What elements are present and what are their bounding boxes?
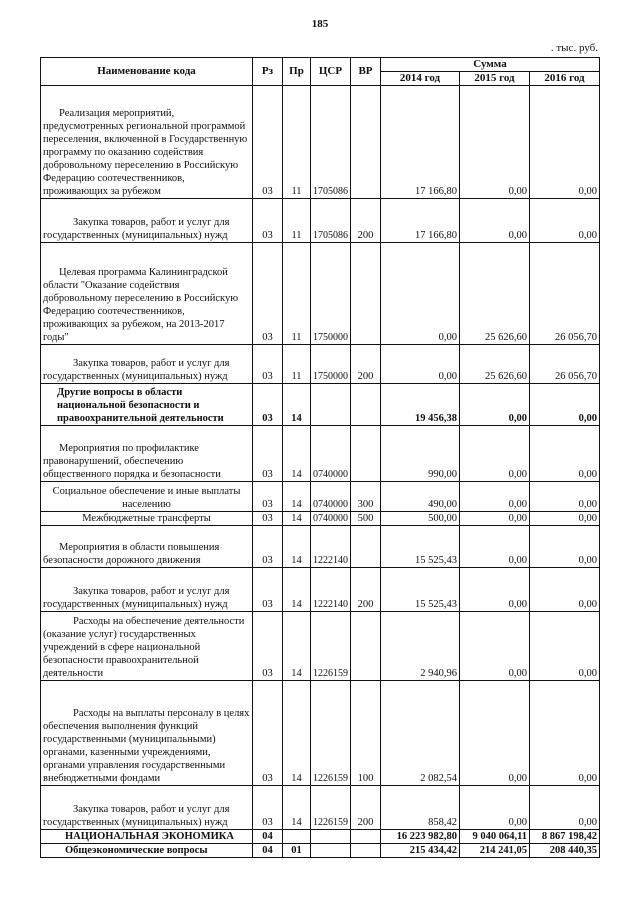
row-rz: 03 [253,612,283,681]
row-2014: 15 525,43 [381,526,460,568]
row-pr: 11 [283,345,311,384]
row-pr: 14 [283,568,311,612]
header-2014: 2014 год [381,72,460,86]
row-rz: 03 [253,526,283,568]
row-csr [311,830,351,844]
row-csr [311,384,351,426]
row-2016: 0,00 [530,512,600,526]
row-name: Мероприятия в области повышения безопасности дорожного движения [41,526,253,568]
row-pr [283,830,311,844]
row-vr [351,243,381,345]
row-name: НАЦИОНАЛЬНАЯ ЭКОНОМИКА [41,830,253,844]
row-name: Мероприятия по профилактике правонарушений, обеспечению общественного порядка и безопасности [41,426,253,482]
row-vr [351,526,381,568]
table-row [41,243,600,345]
table-row [41,86,600,199]
row-rz: 04 [253,830,283,844]
row-name: Закупка товаров, работ и услуг для государственных (муниципальных) нужд [41,199,253,243]
row-rz: 03 [253,345,283,384]
row-2016: 26 056,70 [530,243,600,345]
row-csr: 1705086 [311,86,351,199]
row-csr: 1226159 [311,786,351,830]
table-row [41,612,600,681]
row-2014: 490,00 [381,482,460,512]
header-pr: Пр [283,58,311,86]
table-row [41,512,600,526]
row-csr: 1222140 [311,526,351,568]
row-2015: 25 626,60 [460,243,530,345]
row-csr: 1705086 [311,199,351,243]
row-2014: 17 166,80 [381,199,460,243]
row-pr: 14 [283,426,311,482]
row-2016: 0,00 [530,526,600,568]
row-pr: 14 [283,526,311,568]
row-rz: 03 [253,86,283,199]
row-2015: 0,00 [460,681,530,786]
row-2014: 2 082,54 [381,681,460,786]
row-2015: 0,00 [460,482,530,512]
row-rz: 03 [253,426,283,482]
row-vr: 200 [351,199,381,243]
row-vr [351,86,381,199]
row-pr: 01 [283,844,311,858]
row-rz: 04 [253,844,283,858]
row-pr: 14 [283,512,311,526]
row-rz: 03 [253,243,283,345]
row-2014: 17 166,80 [381,86,460,199]
row-vr [351,426,381,482]
table-row [41,482,600,512]
row-rz: 03 [253,568,283,612]
row-name: Расходы на выплаты персоналу в целях обеспечения выполнения функций государственными (муниципальными) органами, казенными учреждениями, органами управления государственными внебюджетными фондами [41,681,253,786]
budget-table [40,57,600,858]
row-vr [351,612,381,681]
header-rz: Рз [253,58,283,86]
row-2016: 0,00 [530,482,600,512]
row-pr: 14 [283,786,311,830]
row-2016: 0,00 [530,786,600,830]
row-name: Реализация мероприятий, предусмотренных региональной программой переселения, включенной в Государственную программу по оказанию содействия добровольному переселению в Российскую Федерацию соотечественников, проживающих за рубежом [41,86,253,199]
row-2015: 0,00 [460,786,530,830]
table-row [41,568,600,612]
row-vr: 200 [351,786,381,830]
row-2014: 215 434,42 [381,844,460,858]
row-rz: 03 [253,681,283,786]
row-vr [351,844,381,858]
row-rz: 03 [253,199,283,243]
row-2016: 8 867 198,42 [530,830,600,844]
row-2014: 500,00 [381,512,460,526]
row-rz: 03 [253,384,283,426]
row-2015: 9 040 064,11 [460,830,530,844]
row-2016: 0,00 [530,384,600,426]
row-name: Общеэкономические вопросы [41,844,253,858]
row-pr: 11 [283,243,311,345]
row-2014: 15 525,43 [381,568,460,612]
row-rz: 03 [253,512,283,526]
row-name: Закупка товаров, работ и услуг для государственных (муниципальных) нужд [41,345,253,384]
row-2016: 26 056,70 [530,345,600,384]
row-name: Межбюджетные трансферты [41,512,253,526]
table-row [41,384,600,426]
row-2016: 0,00 [530,426,600,482]
row-2015: 214 241,05 [460,844,530,858]
row-2015: 0,00 [460,526,530,568]
table-row [41,199,600,243]
header-2015: 2015 год [460,72,530,86]
row-rz: 03 [253,786,283,830]
row-2015: 0,00 [460,568,530,612]
row-2015: 0,00 [460,612,530,681]
header-vr: ВР [351,58,381,86]
row-csr: 0740000 [311,482,351,512]
row-vr: 200 [351,345,381,384]
row-2015: 0,00 [460,426,530,482]
row-name: Другие вопросы в области национальной безопасности и правоохранительной деятельности [41,384,253,426]
row-pr: 11 [283,199,311,243]
row-rz: 03 [253,482,283,512]
row-pr: 14 [283,681,311,786]
table-row [41,526,600,568]
table-row [41,786,600,830]
row-2014: 0,00 [381,345,460,384]
table-row [41,426,600,482]
table-row [41,345,600,384]
header-csr: ЦСР [311,58,351,86]
table-row [41,830,600,844]
row-2014: 2 940,96 [381,612,460,681]
row-2014: 990,00 [381,426,460,482]
row-2016: 0,00 [530,612,600,681]
header-sum: Сумма [381,58,600,72]
row-pr: 11 [283,86,311,199]
table-row [41,681,600,786]
row-csr: 1226159 [311,681,351,786]
row-csr: 1750000 [311,243,351,345]
row-vr [351,830,381,844]
row-name: Целевая программа Калининградской области "Оказание содействия добровольному переселению в Российскую Федерацию соотечественников, проживающих за рубежом, на 2013-2017 годы" [41,243,253,345]
units-label: . тыс. руб. [550,42,598,54]
row-name: Закупка товаров, работ и услуг для государственных (муниципальных) нужд [41,568,253,612]
row-csr [311,844,351,858]
row-csr: 1750000 [311,345,351,384]
row-csr: 0740000 [311,512,351,526]
row-vr: 200 [351,568,381,612]
row-2015: 0,00 [460,384,530,426]
header-2016: 2016 год [530,72,600,86]
page-number: 185 [311,18,329,30]
row-2014: 19 456,38 [381,384,460,426]
row-2016: 0,00 [530,568,600,612]
row-2014: 0,00 [381,243,460,345]
row-2014: 858,42 [381,786,460,830]
row-pr: 14 [283,612,311,681]
row-name: Социальное обеспечение и иные выплаты населению [41,482,253,512]
header-name: Наименование кода [41,58,253,86]
row-2015: 0,00 [460,512,530,526]
row-csr: 1226159 [311,612,351,681]
row-2016: 0,00 [530,86,600,199]
row-vr: 300 [351,482,381,512]
row-2015: 0,00 [460,86,530,199]
table-row [41,844,600,858]
row-csr: 1222140 [311,568,351,612]
row-pr: 14 [283,482,311,512]
row-2014: 16 223 982,80 [381,830,460,844]
row-2016: 0,00 [530,681,600,786]
row-name: Закупка товаров, работ и услуг для государственных (муниципальных) нужд [41,786,253,830]
row-csr: 0740000 [311,426,351,482]
row-2015: 25 626,60 [460,345,530,384]
row-vr: 500 [351,512,381,526]
row-2016: 208 440,35 [530,844,600,858]
row-name: Расходы на обеспечение деятельности (оказание услуг) государственных учреждений в сфере национальной безопасности правоохранительной деятельности [41,612,253,681]
row-2015: 0,00 [460,199,530,243]
row-2016: 0,00 [530,199,600,243]
row-pr: 14 [283,384,311,426]
row-vr: 100 [351,681,381,786]
row-vr [351,384,381,426]
